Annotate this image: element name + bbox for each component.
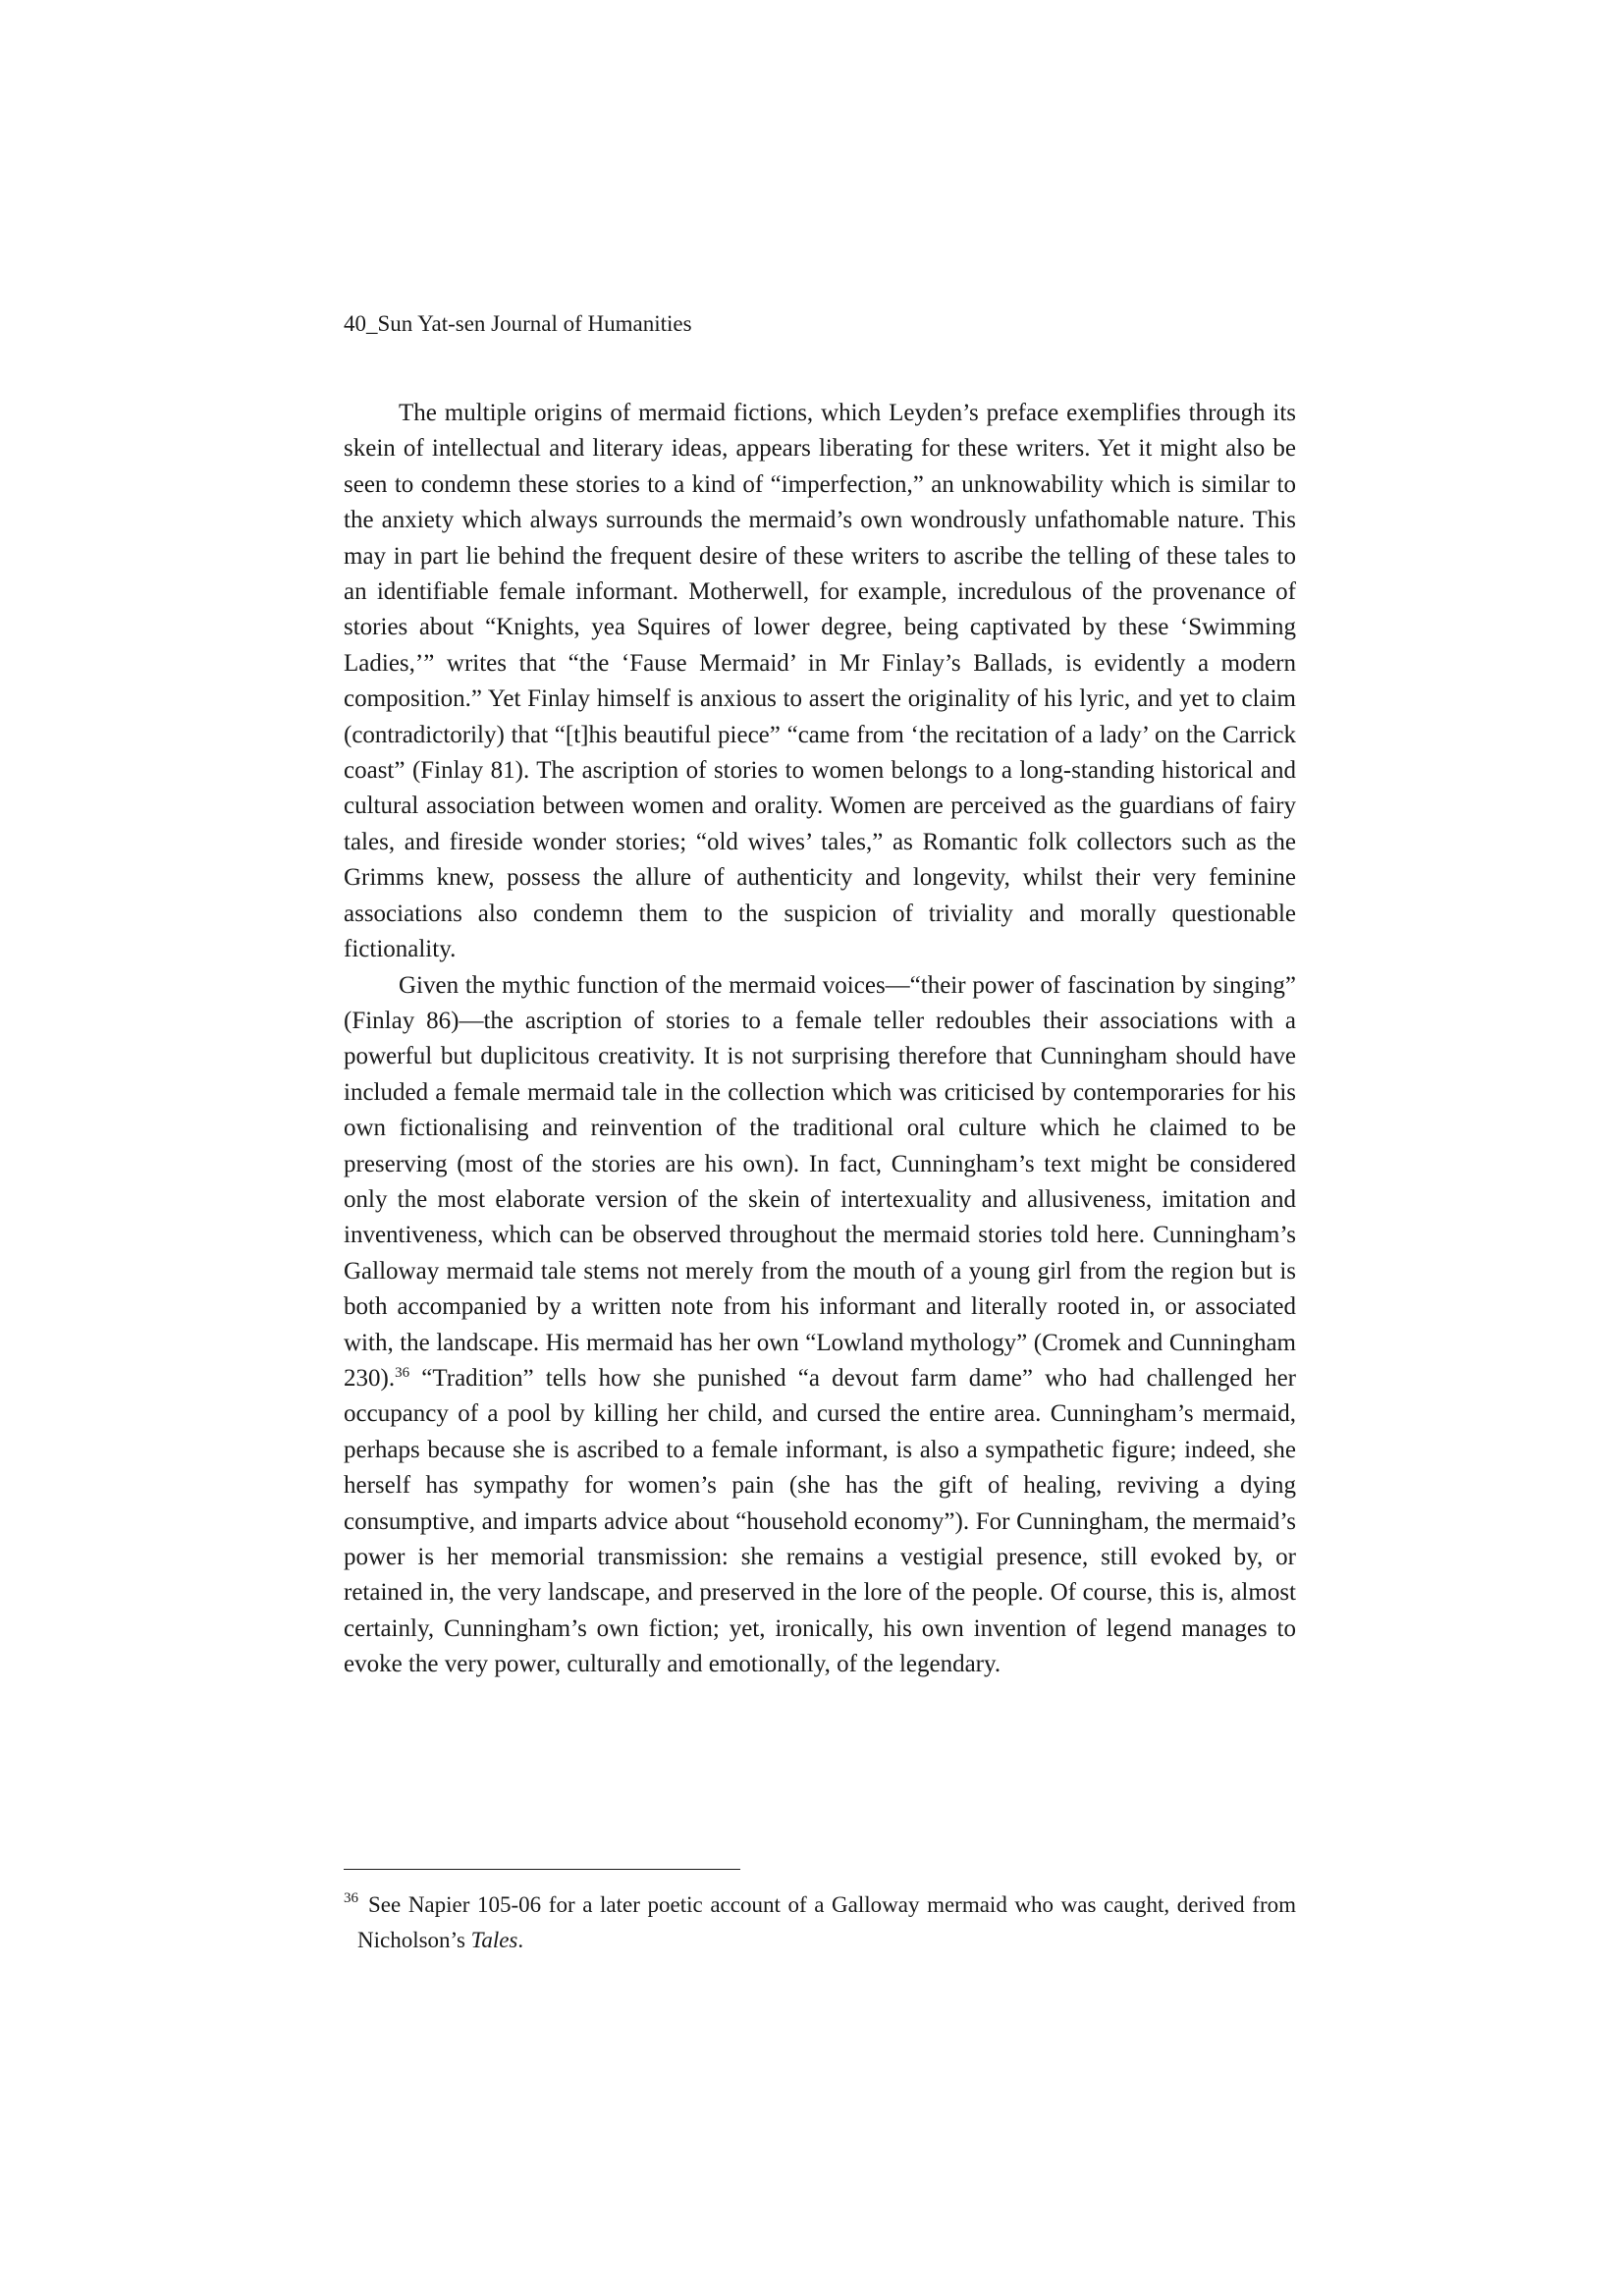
footnote-text: See Napier 105-06 for a later poetic account of a Galloway mermaid who was caught, derived from Nicholson’s xyxy=(357,1892,1296,1952)
footnote-italic-title: Tales xyxy=(470,1928,518,1952)
running-head: 40_Sun Yat-sen Journal of Humanities xyxy=(344,311,692,336)
footnote xyxy=(344,1887,1296,1958)
footnote-reference[interactable]: 36 xyxy=(395,1364,410,1381)
paragraph-2-text-before-note: Given the mythic function of the mermaid voices—“their power of fascination by singing” (Finlay 86)—the ascription of stories to a female teller redoubles their associations with a powerful but duplicitous creativity. It is not surprising therefore that Cunningham should have included a female mermaid tale in the collection which was criticised by contemporaries for his own fictionalising and reinvention of the traditional oral culture which he claimed to be preserving (most of the stories are his own). In fact, Cunningham’s text might be considered only the most elaborate version of the skein of intertexuality and allusiveness, imitation and inventiveness, which can be observed throughout the mermaid stories told here. Cunningham’s Galloway mermaid tale stems not merely from the mouth of a young girl from the region but is both accompanied by a written note from his informant and literally rooted in, or associated with, the landscape. His mermaid has her own “Lowland mythology” (Cromek and Cunningham 230). xyxy=(344,971,1296,1392)
footnote-end: . xyxy=(517,1928,524,1952)
paragraph-1: The multiple origins of mermaid fictions, which Leyden’s preface exemplifies through its skein of intellectual and literary ideas, appears liberating for these writers. Yet it might also be seen to condemn these stories to a kind of “imperfection,” an unknowability which is similar to the anxiety which always surrounds the mermaid’s own wondrously unfathomable nature. This may in part lie behind the frequent desire of these writers to ascribe the telling of these tales to an identifiable female informant. Motherwell, for example, incredulous of the provenance of stories about “Knights, yea Squires of lower degree, being captivated by these ‘Swimming Ladies,’” writes that “the ‘Fause Mermaid’ in Mr Finlay’s Ballads, is evidently a modern composition.” Yet Finlay himself is anxious to assert the originality of his lyric, and yet to claim (contradictorily) that “[t]his beautiful piece” “came from ‘the recitation of a lady’ on the Carrick coast” (Finlay 81). The ascription of stories to women belongs to a long-standing historical and cultural association between women and orality. Women are perceived as the guardians of fairy tales, and fireside wonder stories; “old wives’ tales,” as Romantic folk collectors such as the Grimms knew, possess the allure of authenticity and longevity, whilst their very feminine associations also condemn them to the suspicion of triviality and morally questionable fictionality. xyxy=(344,400,1296,963)
footnote-number: 36 xyxy=(344,1890,358,1906)
paragraph-2 xyxy=(344,968,1296,1683)
body-text xyxy=(344,396,1296,1683)
paragraph-2-text-after-note: “Tradition” tells how she punished “a devout farm dame” who had challenged her occupancy of a pool by killing her child, and cursed the entire area. Cunningham’s mermaid, perhaps because she is ascribed to a female informant, is also a sympathetic figure; indeed, she herself has sympathy for women’s pain (she has the gift of healing, reviving a dying consumptive, and imparts advice about “household economy”). For Cunningham, the mermaid’s power is her memorial transmission: she remains a vestigial presence, still evoked by, or retained in, the very landscape, and preserved in the lore of the people. Of course, this is, almost certainly, Cunningham’s own fiction; yet, ironically, his own invention of legend manages to evoke the very power, culturally and emotionally, of the legendary. xyxy=(344,1364,1296,1678)
footnote-divider xyxy=(344,1869,740,1870)
